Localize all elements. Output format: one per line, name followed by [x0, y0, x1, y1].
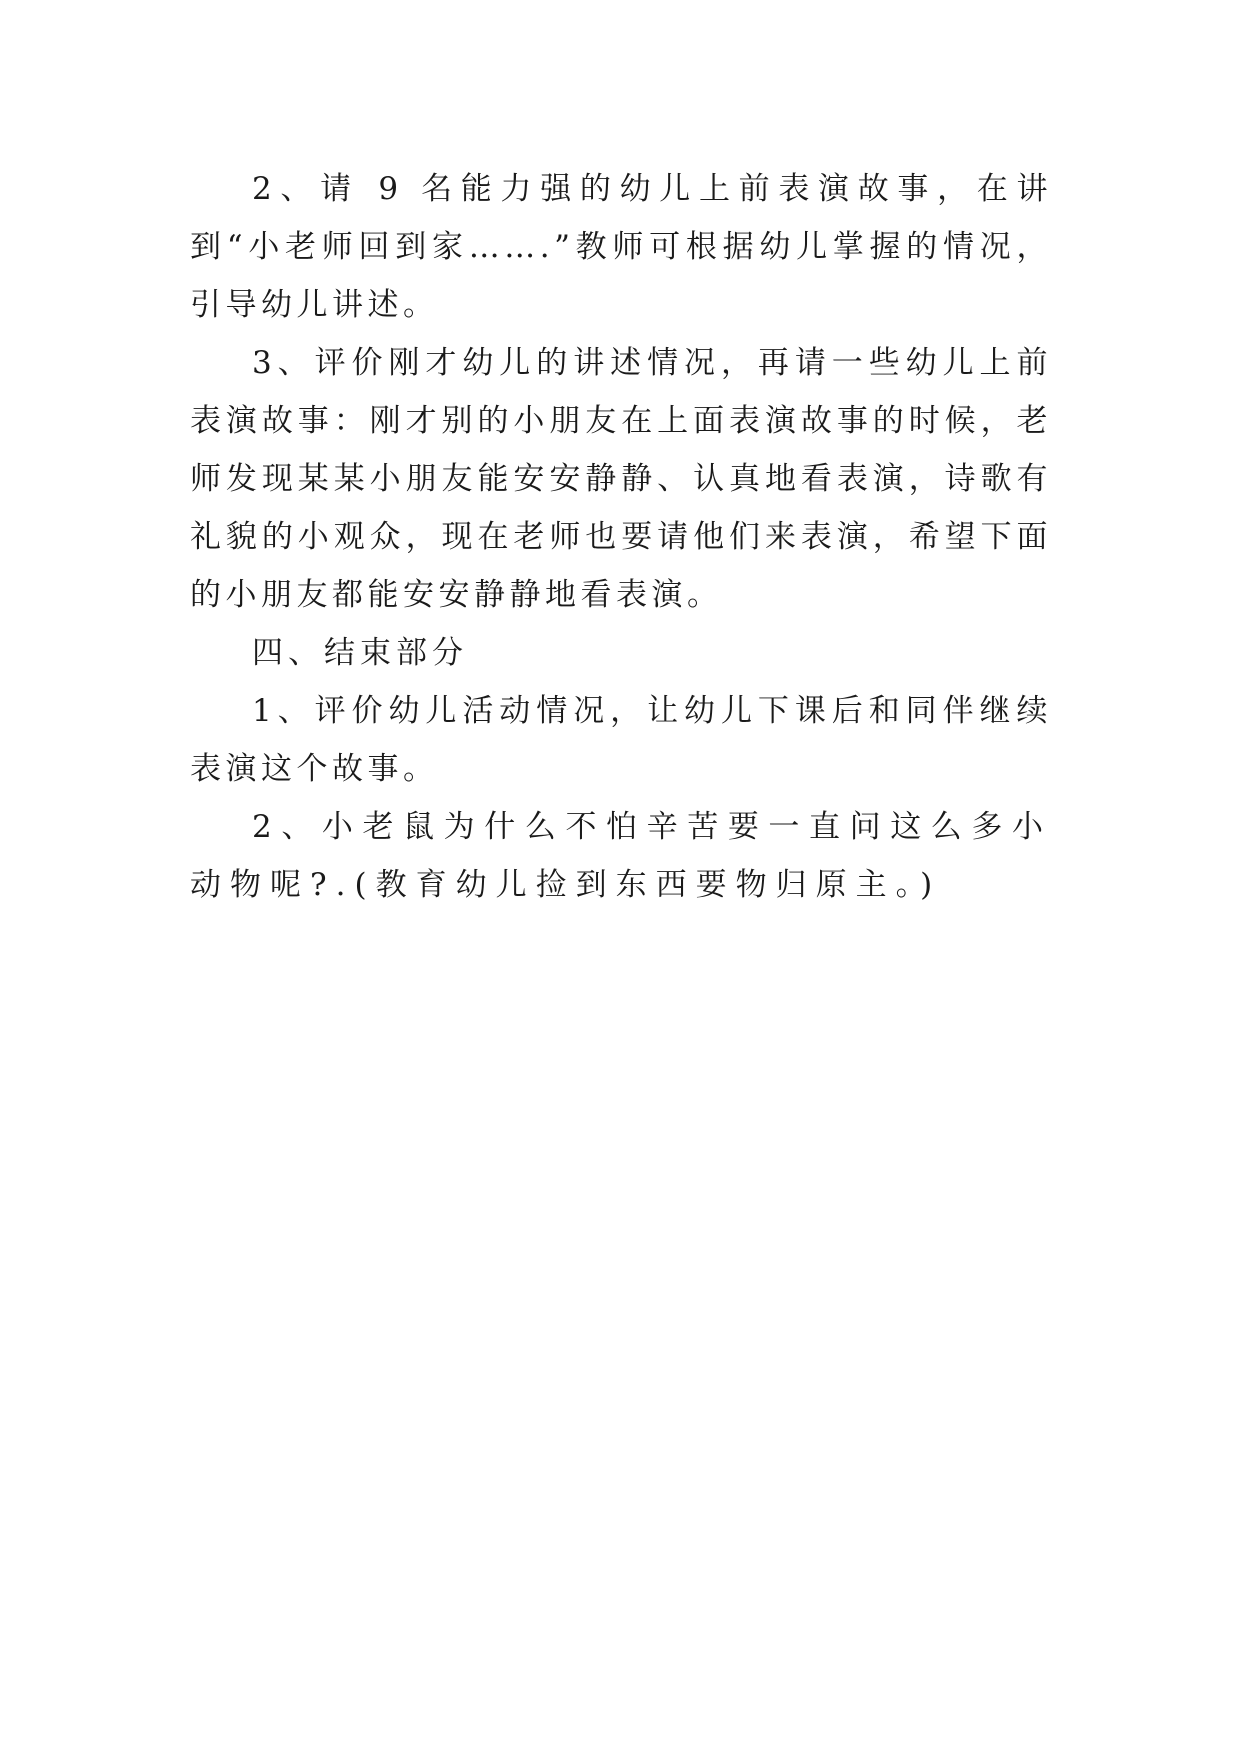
document-body — [190, 160, 1052, 914]
paragraph-conclusion-2: 2、小老鼠为什么不怕辛苦要一直问这么多小动物呢?.(教育幼儿捡到东西要物归原主。) — [190, 809, 1052, 903]
paragraph-step-2: 2、请 9 名能力强的幼儿上前表演故事，在讲到“小老师回到家…….”教师可根据幼儿掌握的情况，引导幼儿讲述。 — [190, 171, 1052, 323]
paragraph-step-3: 3、评价刚才幼儿的讲述情况，再请一些幼儿上前表演故事：刚才别的小朋友在上面表演故事的时候，老师发现某某小朋友能安安静静、认真地看表演，诗歌有礼貌的小观众，现在老师也要请他们来表演，希望下面的小朋友都能安安静静地看表演。 — [190, 345, 1052, 613]
paragraph-conclusion-1: 1、评价幼儿活动情况，让幼儿下课后和同伴继续表演这个故事。 — [190, 693, 1052, 787]
section-heading-conclusion: 四、结束部分 — [252, 635, 468, 671]
